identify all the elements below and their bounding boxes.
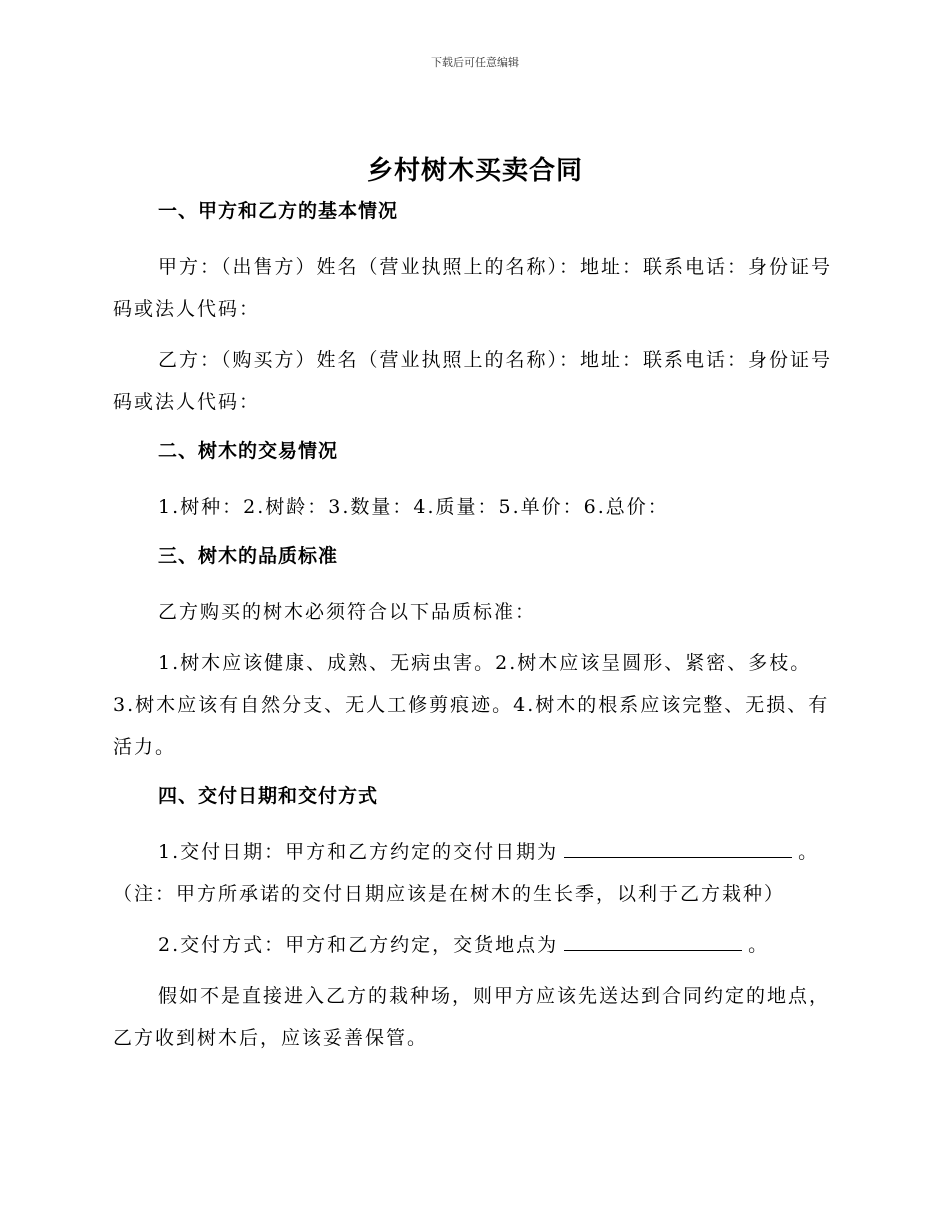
- quality-standards-paragraph: 1.树木应该健康、成熟、无病虫害。2.树木应该呈圆形、紧密、多枝。3.树木应该有自然分支、无人工修剪痕迹。4.树木的根系应该完整、无损、有活力。: [113, 652, 830, 758]
- party-b-paragraph: 乙方：（购买方）姓名（营业执照上的名称）：地址：联系电话：身份证号码或法人代码：: [113, 349, 833, 413]
- document-body: [113, 196, 833, 1068]
- section-heading-transaction: 二、树木的交易情况: [158, 440, 339, 462]
- delivery-method-paragraph: [113, 924, 833, 966]
- delivery-method-label: 2.交付方式：甲方和乙方约定，交货地点为: [158, 934, 559, 956]
- document-title: 乡村树木买卖合同: [366, 156, 583, 186]
- delivery-method-end: 。: [748, 934, 770, 956]
- delivery-date-blank[interactable]: [564, 835, 792, 858]
- delivery-date-note: 。（注：甲方所承诺的交付日期应该是在树木的生长季，以利于乙方栽种）: [113, 841, 820, 905]
- section-heading-basic-info: 一、甲方和乙方的基本情况: [158, 200, 399, 222]
- delivery-place-blank[interactable]: [564, 928, 742, 951]
- section-heading-delivery: 四、交付日期和交付方式: [158, 785, 379, 807]
- delivery-date-paragraph: [113, 831, 833, 915]
- transaction-items-paragraph: 1.树种：2.树龄：3.数量：4.质量：5.单价：6.总价：: [158, 496, 669, 518]
- delivery-note-paragraph: 假如不是直接进入乙方的栽种场，则甲方应该先送达到合同约定的地点，乙方收到树木后，应该妥善保管。: [113, 985, 831, 1049]
- quality-intro-paragraph: 乙方购买的树木必须符合以下品质标准：: [158, 601, 537, 623]
- section-heading-quality: 三、树木的品质标准: [158, 545, 339, 567]
- delivery-date-label: 1.交付日期：甲方和乙方约定的交付日期为: [158, 841, 559, 863]
- header-note: 下载后可任意编辑: [431, 56, 519, 69]
- party-a-paragraph: 甲方：（出售方）姓名（营业执照上的名称）：地址：联系电话：身份证号码或法人代码：: [113, 256, 833, 320]
